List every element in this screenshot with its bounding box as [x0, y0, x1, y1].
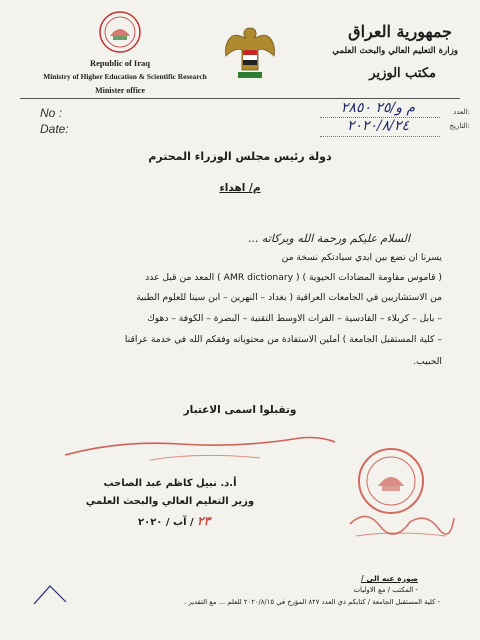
no-label: No :: [40, 106, 63, 120]
header-divider: [20, 98, 460, 99]
header-right-line2: وزارة التعليم العالي والبحث العلمي: [332, 46, 458, 56]
number-dotted-line: [320, 117, 440, 118]
copies-heading: صورة عنه الى /: [361, 574, 418, 583]
signatory-name: أ.د. نبيل كاظم عبد الصاحب: [103, 478, 237, 489]
stamp-signature-scribble: [346, 504, 456, 544]
copies-item-2: - كلية المستقبل الجامعة / كتابكم ذي العدد ٨٢٧ المؤرخ في ٢٠٢٠/٨/١٥ للعلم ... مع التقدير .: [184, 598, 440, 606]
body-line-2: ( قاموس مقاومة المضادات الحيوية ) ( AMR dictionary ) المعد من قبل عدد: [145, 272, 442, 283]
body-line-3: من الاستشاريين في الجامعات العراقية ( بغداد – النهرين – ابن سينا للعلوم الطبية: [136, 292, 442, 303]
signature-date-printed: / آب / ٢٠٢٠: [137, 517, 194, 528]
body-line-4: – بابل – كربلاء – القادسية – الفرات الاوسط التقنية – البصرة – الكوفة – دهوك: [147, 313, 442, 324]
body-line-6: الحبيب.: [413, 356, 442, 367]
copies-mark: [30, 580, 70, 610]
body-line-5: – كلية المستقبل الجامعة ) آملين الاستفادة من محتوياته وفقكم الله في خدمة عراقنا: [124, 334, 442, 345]
iraq-coat-of-arms-icon: [222, 22, 278, 88]
date-value: ٢٠٢٠/٨/٢٤: [346, 118, 410, 134]
addressee: دولة رئيس مجلس الوزراء المحترم: [148, 150, 332, 163]
greeting: السلام عليكم ورحمة الله وبركاته ...: [247, 232, 410, 245]
header-right-line1: جمهورية العراق: [348, 22, 452, 41]
date-label-ar: التاريخ:: [449, 122, 470, 130]
copies-item-1: - المكتب / مع الاوليات: [353, 586, 418, 594]
subject: م/ اهداء: [219, 182, 261, 194]
number-value: م و/٢٥ ٢٨٥٠: [340, 100, 416, 116]
signatory-title: وزير التعليم العالي والبحث العلمي: [85, 496, 255, 507]
header-right-line3: مكتب الوزير: [369, 66, 436, 81]
closing: وتقبلوا اسمى الاعتبار: [183, 404, 297, 416]
ministry-logo-icon: [98, 10, 142, 54]
header-left-line3: Minister office: [95, 86, 145, 95]
signature-scribble: [60, 430, 340, 470]
header-left-line2: Ministry of Higher Education & Scientific Research: [43, 72, 207, 81]
signature-date-handwritten: ٢٣: [197, 514, 211, 528]
number-label-ar: العدد:: [453, 108, 470, 116]
signature-date: [104, 514, 244, 528]
date-label: Date:: [40, 122, 69, 136]
date-dotted-line: [320, 136, 440, 137]
body-line-1: يسرنا ان نضع بين ايدي سيادتكم نسخة من: [281, 252, 442, 263]
header-left-line1: Republic of Iraq: [90, 58, 150, 68]
